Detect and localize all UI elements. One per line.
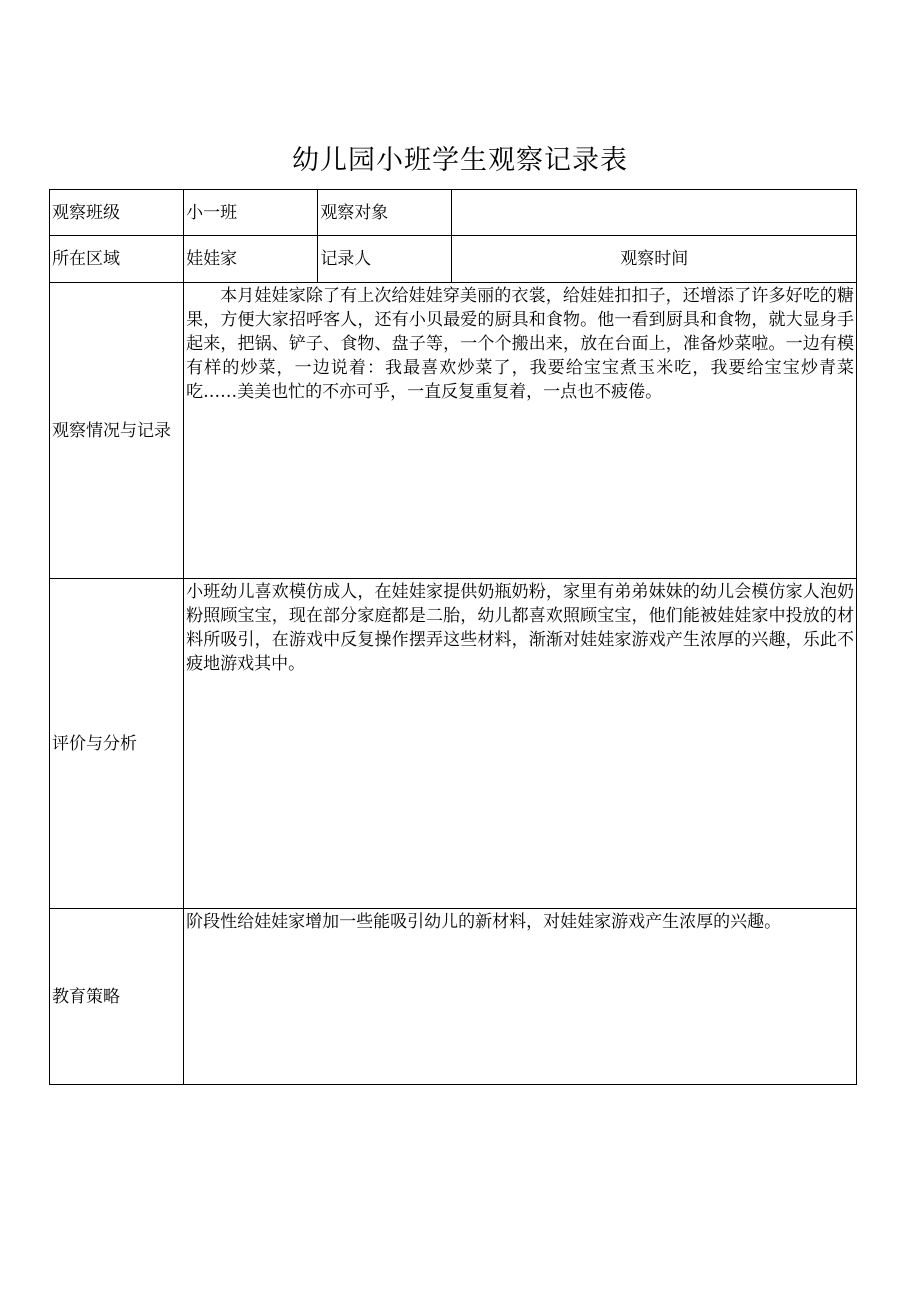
table-row-area [50, 236, 857, 283]
table-row-observation [50, 283, 857, 579]
table-row-evaluation [50, 579, 857, 909]
observation-label: 观察情况与记录 [50, 283, 184, 579]
area-label: 所在区域 [50, 236, 184, 283]
class-label: 观察班级 [50, 190, 184, 236]
recorder-label: 记录人 [318, 236, 452, 283]
evaluation-text: 小班幼儿喜欢模仿成人，在娃娃家提供奶瓶奶粉，家里有弟弟妹妹的幼儿会模仿家人泡奶粉照顾宝宝，现在部分家庭都是二胎，幼儿都喜欢照顾宝宝，他们能被娃娃家中投放的材料所吸引，在游戏中反复操作摆弄这些材料，渐渐对娃娃家游戏产生浓厚的兴趣，乐此不疲地游戏其中。 [184, 579, 857, 909]
evaluation-label: 评价与分析 [50, 579, 184, 909]
time-label: 观察时间 [452, 236, 857, 283]
observation-record-table [49, 189, 857, 1085]
subject-value [452, 190, 857, 236]
strategy-label: 教育策略 [50, 909, 184, 1085]
table-row-strategy [50, 909, 857, 1085]
strategy-text: 阶段性给娃娃家增加一些能吸引幼儿的新材料，对娃娃家游戏产生浓厚的兴趣。 [184, 909, 857, 1085]
class-value: 小一班 [184, 190, 318, 236]
page-title: 幼儿园小班学生观察记录表 [292, 145, 628, 176]
subject-label: 观察对象 [318, 190, 452, 236]
area-value: 娃娃家 [184, 236, 318, 283]
observation-text: 本月娃娃家除了有上次给娃娃穿美丽的衣裳，给娃娃扣扣子，还增添了许多好吃的糖果，方便大家招呼客人，还有小贝最爱的厨具和食物。他一看到厨具和食物，就大显身手起来，把锅、铲子、食物、盘子等，一个个搬出来，放在台面上，准备炒菜啦。一边有模有样的炒菜，一边说着：我最喜欢炒菜了，我要给宝宝煮玉米吃，我要给宝宝炒青菜吃……美美也忙的不亦可乎，一直反复重复着，一点也不疲倦。 [184, 283, 857, 579]
table-row-class [50, 190, 857, 236]
